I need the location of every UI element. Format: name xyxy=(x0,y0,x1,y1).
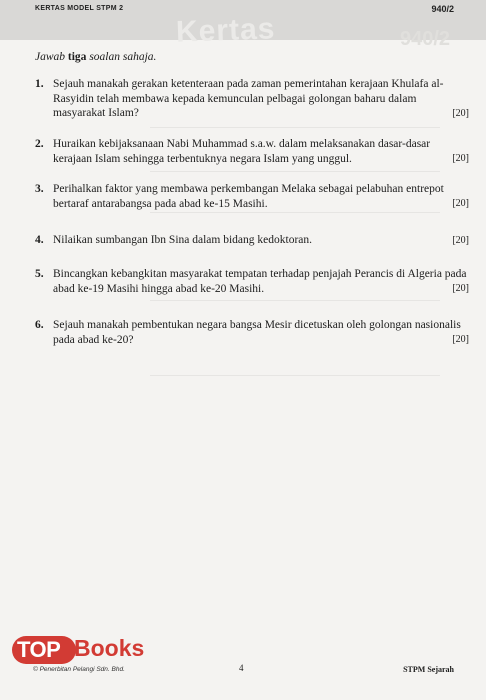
question-2 xyxy=(35,137,469,166)
question-text: Perihalkan faktor yang membawa perkembangan Melaka sebagai pelabuhan entrepot bertaraf antarabangsa pada abad ke-15 Masihi. xyxy=(53,183,444,210)
question-text: Nilaikan sumbangan Ibn Sina dalam bidang kedoktoran. xyxy=(53,234,313,246)
ghost-title-watermark: Kertas xyxy=(175,12,276,49)
question-number: 5. xyxy=(35,268,44,280)
bleed-through-line xyxy=(150,212,440,213)
logo-books-text: Books xyxy=(74,635,145,661)
instruction xyxy=(35,51,156,63)
logo-top-text: TOP xyxy=(17,637,61,662)
ghost-code-watermark: 940/2 xyxy=(400,28,451,50)
question-marks: [20] xyxy=(452,107,469,119)
paper-title: KERTAS MODEL STPM 2 xyxy=(35,5,124,12)
question-text: Sejauh manakah pembentukan negara bangsa Mesir dicetuskan oleh golongan nasionalis pada abad ke-20? xyxy=(53,319,461,346)
question-marks: [20] xyxy=(452,152,469,164)
footer-subject: STPM Sejarah xyxy=(403,665,454,674)
bleed-through-line xyxy=(150,300,440,301)
question-number: 2. xyxy=(35,138,44,150)
question-marks: [20] xyxy=(452,234,469,246)
question-number: 3. xyxy=(35,183,44,195)
question-marks: [20] xyxy=(452,282,469,294)
question-4 xyxy=(35,233,469,248)
question-text: Sejauh manakah gerakan ketenteraan pada zaman pemerintahan kerajaan Khulafa al-Rasyidin telah membawa kepada kemunculan pelbagai golongan baharu dalam masyarakat Islam? xyxy=(53,78,444,119)
bleed-through-line xyxy=(150,171,440,172)
instruction-bold: tiga xyxy=(67,51,87,63)
question-6 xyxy=(35,318,469,347)
bleed-through-line xyxy=(150,375,440,376)
question-number: 4. xyxy=(35,234,44,246)
question-text: Bincangkan kebangkitan masyarakat tempatan terhadap penjajah Perancis di Algeria pada abad ke-19 Masihi hingga abad ke-20 Masihi. xyxy=(53,268,467,295)
paper-code: 940/2 xyxy=(431,4,454,14)
question-marks: [20] xyxy=(452,197,469,209)
question-number: 6. xyxy=(35,319,44,331)
question-3 xyxy=(35,182,469,211)
bleed-through-line xyxy=(150,127,440,128)
question-text: Huraikan kebijaksanaan Nabi Muhammad s.a.w. dalam melaksanakan dasar-dasar kerajaan Islam sehingga terbentuknya negara Islam yang unggul. xyxy=(53,138,431,165)
question-1 xyxy=(35,77,469,121)
question-5 xyxy=(35,267,469,296)
question-marks: [20] xyxy=(452,333,469,345)
question-number: 1. xyxy=(35,78,44,90)
instruction-suffix: soalan sahaja. xyxy=(89,51,157,63)
instruction-prefix: Jawab xyxy=(35,51,66,63)
footer-page-number: 4 xyxy=(239,663,244,673)
footer-publisher: © Penerbitan Pelangi Sdn. Bhd. xyxy=(33,666,125,673)
